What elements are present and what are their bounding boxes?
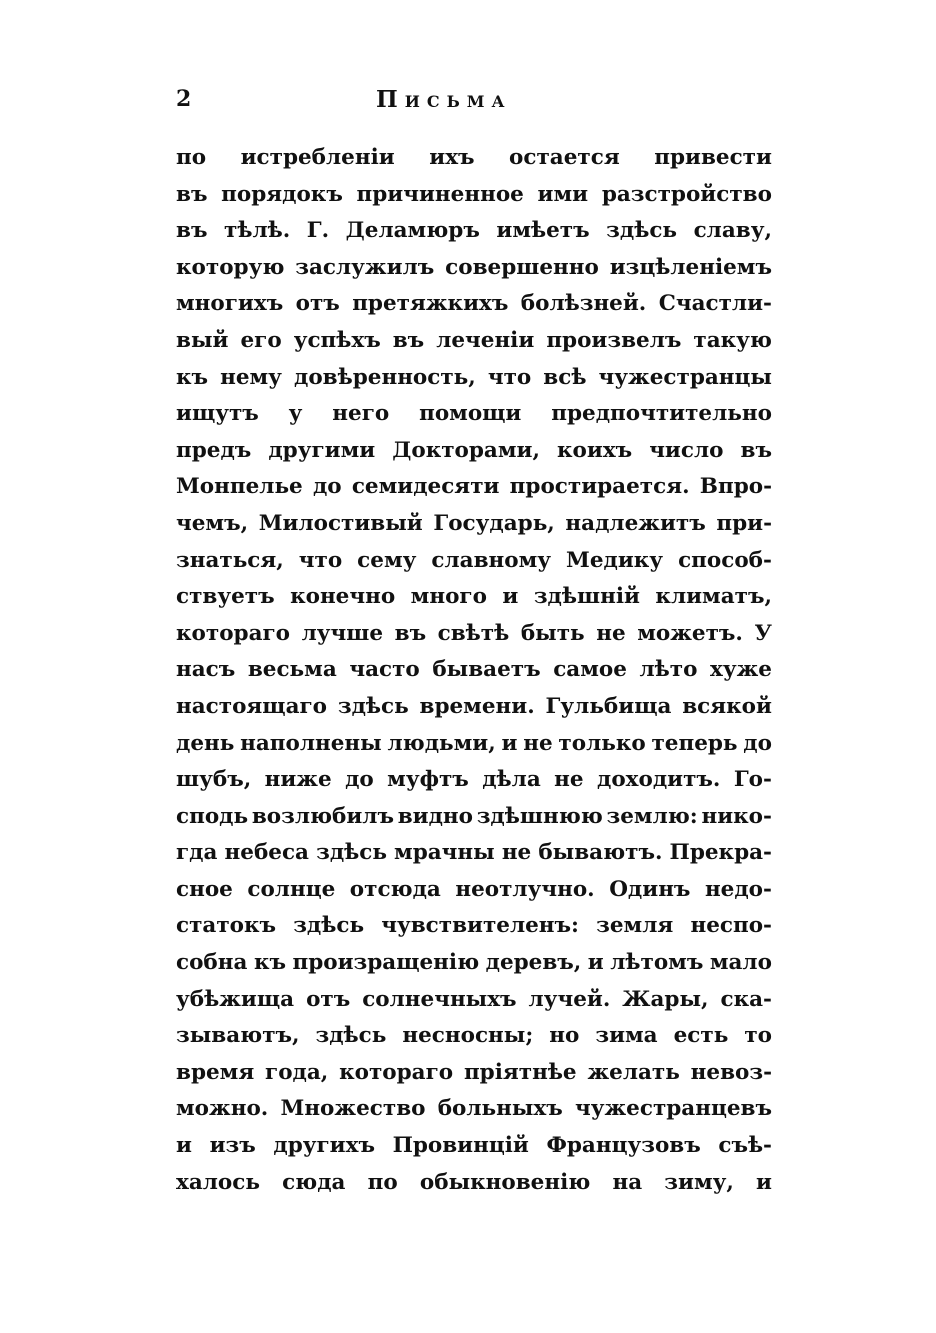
- page-header: [176, 86, 776, 122]
- text-line: къ нему довѣренность, что всѣ чужестранцы: [176, 364, 772, 390]
- text-line: ствуетъ конечно много и здѣшній климатъ,: [176, 584, 772, 610]
- text-line: можно. Множество больныхъ чужестранцевъ: [176, 1096, 772, 1122]
- text-line: вый его успѣхъ въ леченіи произвелъ такую: [176, 327, 772, 353]
- text-line: зываютъ, здѣсь несносны; но зима есть то: [176, 1023, 772, 1049]
- text-line: которую заслужилъ совершенно изцѣленіемъ: [176, 254, 772, 280]
- text-line: Монпелье до семидесяти простирается. Впро-: [176, 474, 772, 500]
- text-line: время года, котораго пріятнѣе желать невоз-: [176, 1059, 772, 1085]
- text-line: по истребленіи ихъ остается привести: [176, 145, 772, 170]
- text-line: сное солнце отсюда неотлучно. Одинъ недо-: [176, 876, 772, 902]
- text-line: сподь возлюбилъ видно здѣшнюю землю: нико-: [176, 803, 772, 829]
- text-line: многихъ отъ претяжкихъ болѣзней. Счастли-: [176, 291, 772, 317]
- text-line: статокъ здѣсь чувствителенъ: земля неспо-: [176, 913, 772, 939]
- text-line: ищутъ у него помощи предпочтительно: [176, 401, 772, 427]
- text-line: предъ другими Докторами, коихъ число въ: [176, 437, 772, 463]
- text-line: собна къ произращенію деревъ, и лѣтомъ мало: [176, 950, 772, 976]
- text-line: шубъ, ниже до муфтъ дѣла не доходитъ. Го-: [176, 767, 772, 793]
- text-line: и изъ другихъ Провинцій Французовъ съѣ-: [176, 1133, 772, 1159]
- text-line: чемъ, Милостивый Государь, надлежитъ при-: [176, 510, 772, 536]
- text-line: насъ весьма часто бываетъ самое лѣто хуже: [176, 657, 772, 683]
- text-line: въ порядокъ причиненное ими разстройство: [176, 181, 772, 207]
- body-text: [176, 140, 772, 1201]
- running-title: Письма: [376, 86, 512, 113]
- text-line: убѣжища отъ солнечныхъ лучей. Жары, ска-: [176, 986, 772, 1012]
- text-line: халось сюда по обыкновенію на зиму, и: [176, 1169, 772, 1195]
- text-line: настоящаго здѣсь времени. Гульбища всякой: [176, 693, 772, 719]
- page-number: 2: [176, 86, 192, 112]
- text-line: въ тѣлѣ. Г. Деламюръ имѣетъ здѣсь славу,: [176, 218, 772, 244]
- text-line: знаться, что сему славному Медику способ-: [176, 547, 772, 573]
- text-line: котораго лучше въ свѣтѣ быть не можетъ. У: [176, 620, 772, 646]
- text-line: день наполнены людьми, и не только теперь до: [176, 730, 772, 756]
- text-line: гда небеса здѣсь мрачны не бываютъ. Прекра-: [176, 840, 772, 866]
